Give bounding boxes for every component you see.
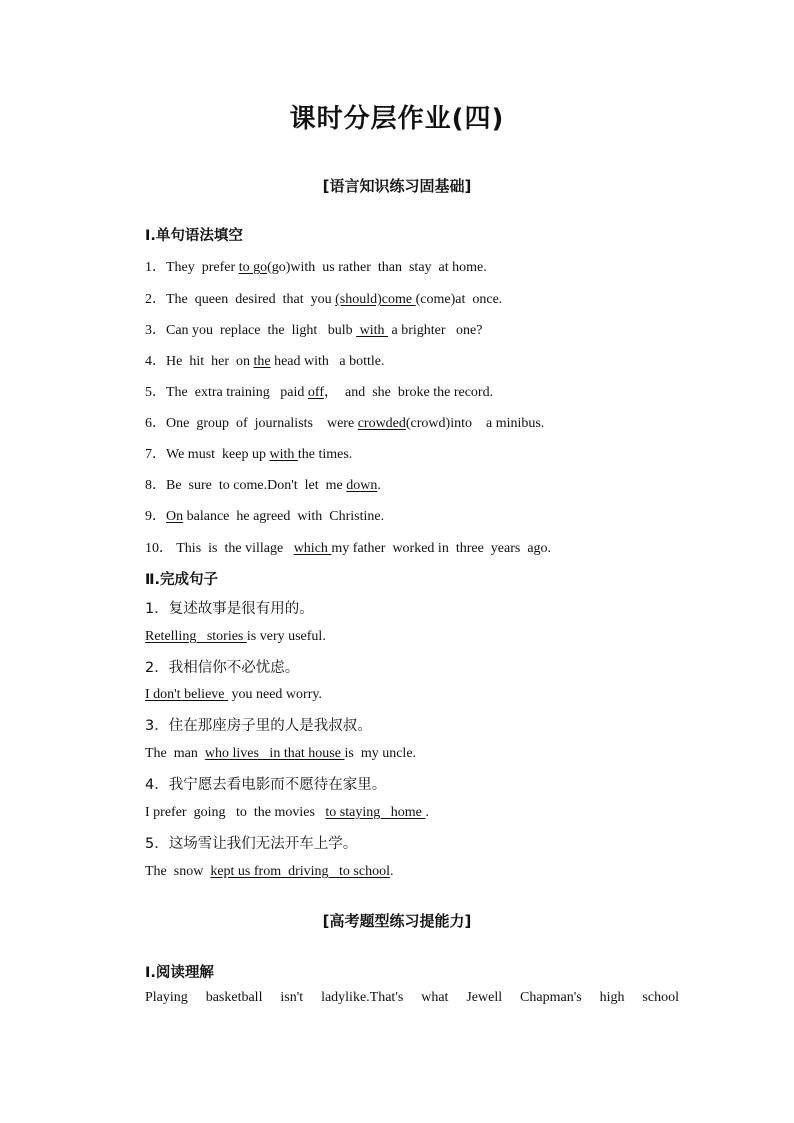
item-text-before: The queen desired that you — [166, 292, 336, 307]
passage-word: school — [642, 990, 679, 1005]
item-text-after: the times. — [297, 447, 353, 462]
answer-text-before: I prefer going to the movies — [145, 805, 326, 820]
answer-text-before: The snow — [145, 864, 211, 879]
item-text-after: (come)at once. — [415, 292, 503, 307]
answer-text-before: The man — [145, 746, 205, 761]
item-number: 4． — [145, 354, 166, 369]
english-answer-line — [145, 746, 416, 762]
answer-text-after: is very useful. — [246, 629, 326, 644]
item-text-after: (go)with us rather than stay at home. — [267, 260, 487, 275]
item-text-after: . — [377, 478, 381, 493]
passage-word: Chapman's — [520, 990, 582, 1005]
grammar-item — [145, 505, 384, 525]
item-text-after: (crowd)into a minibus. — [405, 416, 545, 431]
grammar-item — [145, 350, 385, 370]
item-text-after: my father worked in three years ago. — [331, 541, 552, 556]
item-text-before: They prefer — [166, 260, 239, 275]
chinese-prompt: 4．我宁愿去看电影而不愿待在家里。 — [145, 777, 387, 793]
grammar-item — [145, 288, 502, 308]
chinese-prompt: 1．复述故事是很有用的。 — [145, 601, 314, 617]
grammar-item — [145, 443, 352, 463]
item-number: 6． — [145, 416, 166, 431]
chinese-prompt: 3．住在那座房子里的人是我叔叔。 — [145, 718, 372, 734]
item-text-before: We must keep up — [166, 447, 270, 462]
reading-passage-line — [145, 990, 679, 1006]
page-title: 课时分层作业(四) — [289, 104, 505, 134]
english-answer-line — [145, 629, 326, 645]
part-heading-grammar-fill: Ⅰ.单句语法填空 — [145, 228, 243, 244]
answer-blank: kept us from driving to school — [210, 864, 390, 879]
answer-blank: with — [356, 323, 389, 338]
answer-text-after: is my uncle. — [344, 746, 417, 761]
item-text-after: head with a bottle. — [270, 354, 385, 369]
item-number: 7． — [145, 447, 166, 462]
answer-text-after: . — [425, 805, 429, 820]
answer-blank: who lives in that house — [204, 746, 345, 761]
answer-blank: with — [269, 447, 298, 462]
section-heading-exam: [高考题型练习提能力] — [322, 912, 472, 930]
answer-text-after: . — [389, 864, 394, 879]
grammar-item — [145, 381, 493, 401]
answer-blank: off — [307, 385, 324, 400]
passage-word: Jewell — [466, 990, 503, 1005]
passage-word: basketball — [205, 990, 263, 1005]
grammar-item — [145, 474, 381, 494]
answer-blank: which — [293, 541, 332, 556]
passage-word: Playing — [145, 990, 188, 1005]
english-answer-line — [145, 864, 393, 880]
answer-blank: to staying home — [325, 805, 426, 820]
english-answer-line — [145, 805, 429, 821]
item-number: 9． — [145, 509, 166, 524]
english-answer-line — [145, 687, 322, 703]
passage-word: isn't — [280, 990, 304, 1005]
item-text-after: ， and she broke the record. — [323, 385, 494, 400]
item-number: 3． — [145, 323, 166, 338]
grammar-item — [145, 319, 482, 339]
answer-blank: (should)come — [335, 292, 416, 307]
item-text-before: Be sure to come.Don't let me — [166, 478, 347, 493]
answer-text-after: you need worry. — [228, 687, 322, 702]
answer-blank: I don't believe — [145, 687, 228, 702]
answer-blank: down — [346, 478, 378, 493]
item-number: 1． — [145, 260, 166, 275]
passage-word: what — [421, 990, 449, 1005]
answer-blank: crowded — [357, 416, 406, 431]
item-text-before: The extra training paid — [166, 385, 308, 400]
item-text-after: balance he agreed with Christine. — [183, 509, 385, 524]
answer-blank: to go — [238, 260, 268, 275]
item-text-before: Can you replace the light bulb — [166, 323, 357, 338]
item-text-after: a brighter one? — [388, 323, 483, 338]
part-heading-reading: Ⅰ.阅读理解 — [145, 965, 214, 981]
item-text-before: This is the village — [173, 541, 294, 556]
passage-word: ladylike.That's — [321, 990, 404, 1005]
grammar-item — [145, 256, 487, 276]
section-heading-basics: [语言知识练习固基础] — [322, 177, 472, 195]
grammar-item — [145, 537, 551, 557]
part-heading-complete-sentences: Ⅱ.完成句子 — [145, 572, 219, 588]
answer-blank: On — [166, 509, 184, 524]
answer-blank: the — [253, 354, 271, 369]
item-number: 5． — [145, 385, 166, 400]
item-text-before: One group of journalists were — [166, 416, 358, 431]
item-number: 10． — [145, 541, 173, 556]
chinese-prompt: 2．我相信你不必忧虑。 — [145, 660, 300, 676]
item-number: 2． — [145, 292, 166, 307]
item-text-before: He hit her on — [166, 354, 254, 369]
grammar-item — [145, 412, 544, 432]
passage-word: high — [599, 990, 625, 1005]
chinese-prompt: 5．这场雪让我们无法开车上学。 — [145, 836, 358, 852]
answer-blank: Retelling stories — [145, 629, 247, 644]
item-number: 8． — [145, 478, 166, 493]
